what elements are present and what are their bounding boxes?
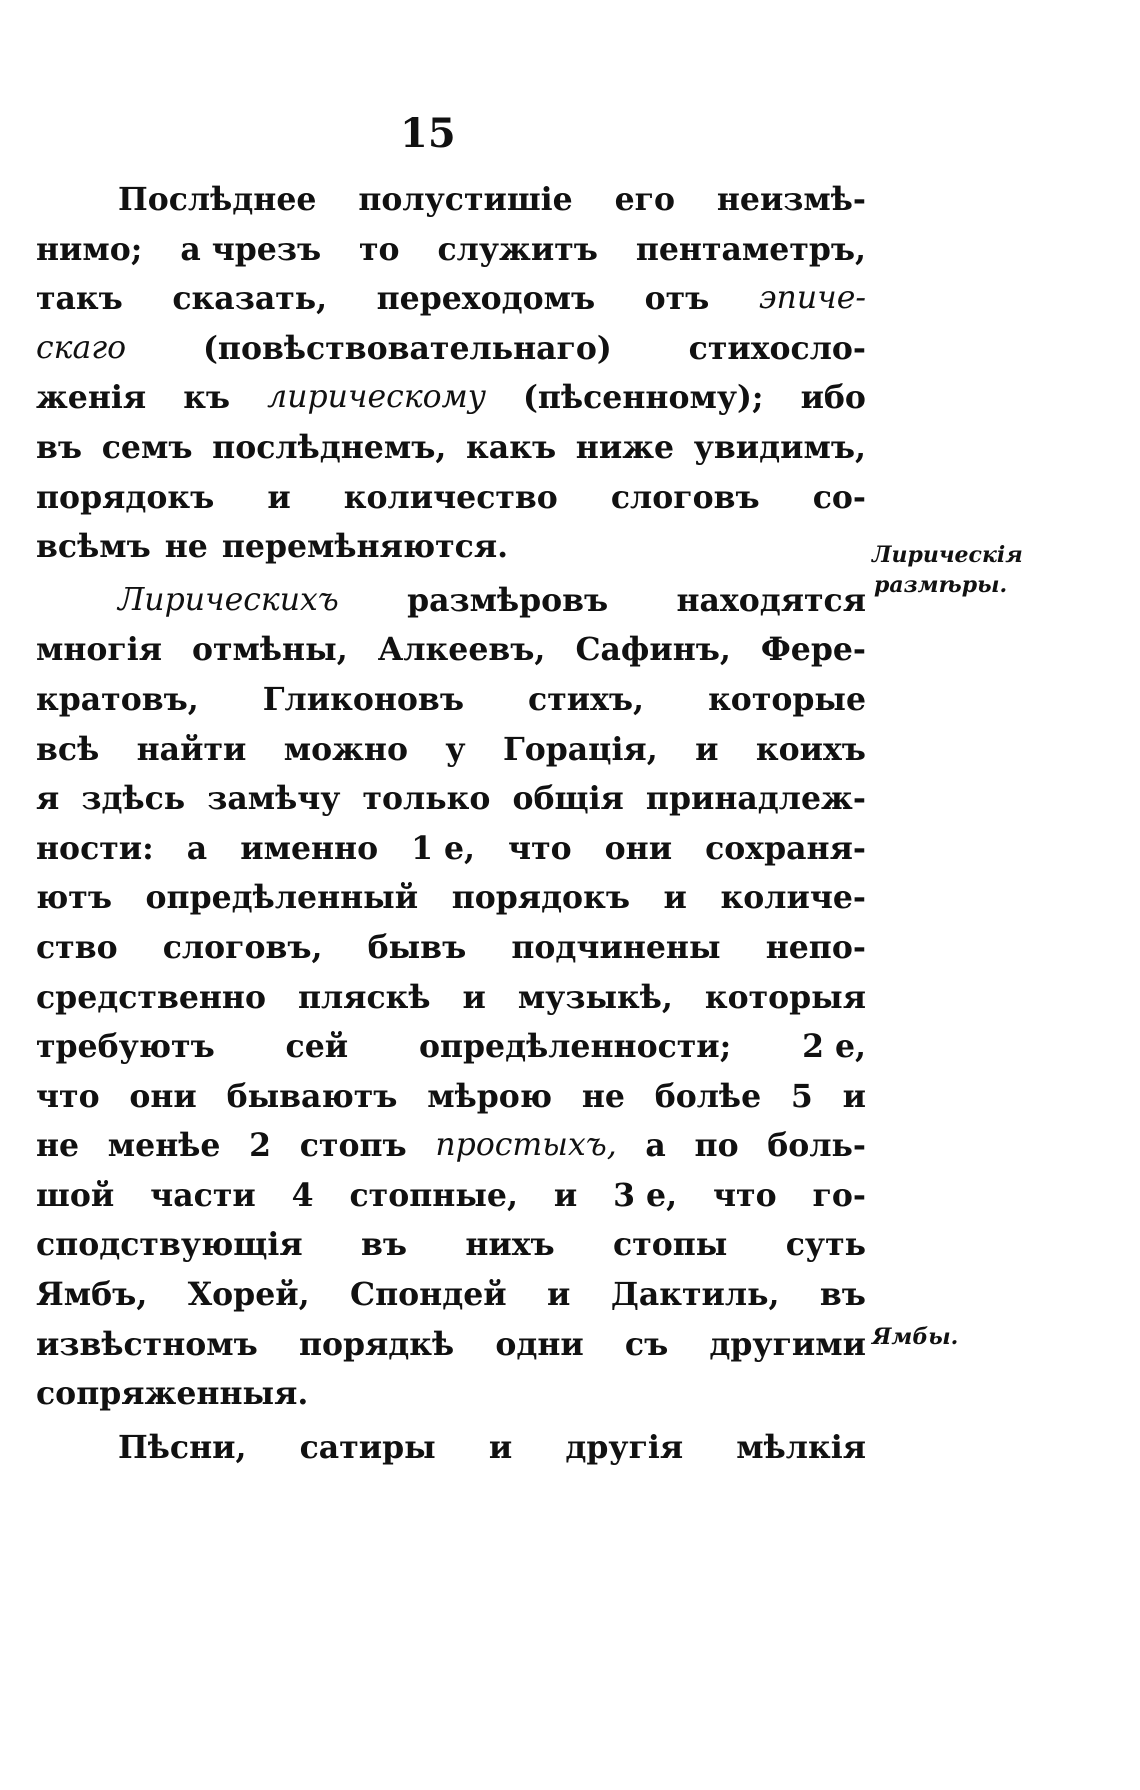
word: служитъ: [437, 230, 598, 268]
word: и: [663, 879, 687, 917]
word: всѣмъ: [36, 528, 151, 566]
word: всѣ: [36, 730, 100, 768]
word: опредѣленный: [145, 879, 419, 917]
word: послѣднемъ,: [212, 428, 447, 466]
word: Фере-: [760, 631, 866, 669]
word: не: [36, 1127, 80, 1165]
word: 5: [790, 1077, 813, 1115]
word: Алкеевъ,: [377, 631, 546, 669]
word: увидимъ,: [693, 428, 866, 466]
word: пентаметръ,: [635, 230, 866, 268]
text-line: [36, 675, 866, 725]
text-line: [36, 1423, 866, 1473]
word: замѣчу: [207, 780, 341, 818]
word: полустишіе: [358, 181, 573, 218]
word: слоговъ: [610, 478, 760, 516]
text-line: [36, 625, 866, 675]
word: и: [462, 978, 486, 1016]
word: размѣровъ: [407, 581, 609, 619]
text-line: [36, 1072, 866, 1122]
word: въ: [360, 1226, 408, 1264]
word: принадлеж-: [645, 780, 866, 818]
word: требуютъ: [36, 1028, 215, 1066]
word: скаго: [36, 329, 127, 366]
text-line: [36, 1121, 866, 1171]
word: сатиры: [299, 1428, 436, 1466]
word: пляскѣ: [297, 978, 431, 1016]
word: Спондей: [350, 1276, 507, 1314]
word: общія: [512, 780, 624, 818]
word: количе-: [720, 879, 866, 917]
text-line: [36, 324, 866, 374]
word: въ: [36, 428, 83, 466]
word: отмѣны,: [192, 631, 348, 669]
word: сохраня-: [705, 829, 866, 867]
word: а чрезъ: [180, 230, 322, 268]
page-number: 15: [400, 110, 456, 157]
word: Ямбъ,: [36, 1276, 148, 1314]
text-line: [36, 373, 866, 423]
word: неизмѣ-: [716, 181, 866, 218]
word: именно: [240, 829, 379, 867]
text-line: [36, 423, 866, 473]
word: музыкѣ,: [517, 978, 673, 1016]
word: другія: [565, 1428, 684, 1466]
text-line: [36, 522, 866, 572]
word: извѣстномъ: [36, 1325, 258, 1363]
word: и: [267, 478, 291, 516]
word: другими: [709, 1325, 866, 1363]
text-line: [36, 576, 866, 626]
word: порядокъ: [36, 478, 215, 516]
word: 3 е,: [613, 1176, 678, 1214]
word: его: [614, 181, 675, 218]
word: мѣлкія: [736, 1428, 866, 1466]
word: не: [164, 528, 208, 566]
text-line: [36, 1320, 866, 1370]
text-line: [36, 824, 866, 874]
word: и: [695, 730, 719, 768]
word: бываютъ: [226, 1077, 398, 1115]
word: Пѣсни,: [118, 1428, 247, 1466]
word: а: [645, 1127, 666, 1165]
word: менѣе: [107, 1127, 221, 1165]
word: Дактиль,: [610, 1276, 780, 1314]
word: такъ: [36, 280, 123, 318]
word: въ: [819, 1276, 866, 1314]
word: простыхъ,: [435, 1127, 617, 1164]
text-line: [36, 725, 866, 775]
text-line: [36, 1171, 866, 1221]
word: что: [36, 1077, 100, 1115]
word: стихъ,: [528, 680, 645, 718]
word: ниже: [575, 428, 675, 466]
text-line: [36, 1220, 866, 1270]
text-line: [36, 1270, 866, 1320]
text-line: [36, 473, 866, 523]
word: лирическому: [267, 379, 486, 416]
word: нимо;: [36, 230, 143, 268]
word: сопряженныя.: [36, 1375, 309, 1413]
paragraph: [36, 1423, 866, 1473]
word: 2: [249, 1127, 272, 1165]
word: мѣрою: [427, 1077, 553, 1115]
word: только: [362, 780, 491, 818]
word: стопы: [613, 1226, 728, 1264]
word: опредѣленности;: [418, 1028, 732, 1066]
word: суть: [785, 1226, 866, 1264]
word: слоговъ,: [162, 928, 323, 966]
word: ности:: [36, 829, 154, 867]
word: ибо: [800, 379, 866, 417]
word: что: [508, 829, 572, 867]
word: со-: [812, 478, 866, 516]
word: они: [604, 829, 673, 867]
word: ютъ: [36, 879, 112, 917]
word: (повѣствовательнаго): [203, 329, 612, 367]
word: Послѣднее: [118, 181, 317, 218]
word: стопные,: [349, 1176, 518, 1214]
word: боль-: [767, 1127, 866, 1165]
word: кратовъ,: [36, 680, 199, 718]
text-line: [36, 873, 866, 923]
word: Лирическихъ: [118, 581, 339, 618]
text-line: [36, 225, 866, 275]
word: стихосло-: [688, 329, 866, 367]
word: переходомъ: [376, 280, 596, 318]
word: я: [36, 780, 60, 818]
word: бывъ: [367, 928, 467, 966]
word: отъ: [644, 280, 710, 318]
word: съ: [624, 1325, 669, 1363]
word: (пѣсенному);: [523, 379, 764, 417]
margin-note-line: размѣры.: [874, 572, 1008, 598]
margin-note-line: Лирическія: [872, 542, 1023, 568]
word: сказать,: [172, 280, 328, 318]
word: то: [359, 230, 400, 268]
word: здѣсь: [81, 780, 186, 818]
word: находятся: [676, 581, 866, 619]
word: а: [186, 829, 208, 867]
word: семъ: [101, 428, 193, 466]
word: части: [150, 1176, 256, 1214]
word: 2 е,: [802, 1028, 866, 1066]
paragraph: [36, 576, 866, 1419]
word: 4: [291, 1176, 314, 1214]
word: къ: [183, 379, 231, 417]
word: нихъ: [465, 1226, 555, 1264]
word: средственно: [36, 978, 266, 1016]
word: количество: [343, 478, 558, 516]
word: болѣе: [654, 1077, 762, 1115]
word: сподствующія: [36, 1226, 303, 1264]
word: можно: [283, 730, 408, 768]
word: которыя: [704, 978, 866, 1016]
word: у: [445, 730, 466, 768]
word: сей: [285, 1028, 349, 1066]
word: многія: [36, 631, 162, 669]
word: подчинены: [511, 928, 721, 966]
text-line: [36, 274, 866, 324]
word: одни: [495, 1325, 584, 1363]
word: шой: [36, 1176, 115, 1214]
text-line: [36, 923, 866, 973]
word: и: [488, 1428, 513, 1466]
word: Гликоновъ: [262, 680, 464, 718]
word: коихъ: [755, 730, 866, 768]
margin-note-line: Ямбы.: [872, 1324, 959, 1350]
word: которые: [708, 680, 866, 718]
word: Хорей,: [187, 1276, 310, 1314]
text-body: [36, 175, 866, 1472]
text-line: [36, 1022, 866, 1072]
word: эпиче-: [758, 280, 866, 317]
word: по: [694, 1127, 739, 1165]
word: и: [553, 1176, 578, 1214]
word: стопъ: [299, 1127, 407, 1165]
word: 1 е,: [411, 829, 476, 867]
word: и: [842, 1077, 866, 1115]
word: ство: [36, 928, 118, 966]
text-line: [36, 1369, 866, 1419]
text-line: [36, 774, 866, 824]
word: порядокъ: [451, 879, 630, 917]
word: женія: [36, 379, 147, 417]
word: и: [547, 1276, 571, 1314]
text-line: [36, 973, 866, 1023]
word: найти: [136, 730, 247, 768]
margin-note-lyric-meters: [872, 540, 1023, 600]
word: перемѣняются.: [221, 528, 509, 566]
word: Горація,: [502, 730, 658, 768]
word: порядкѣ: [298, 1325, 455, 1363]
margin-note-iambs: [872, 1322, 958, 1352]
word: они: [129, 1077, 197, 1115]
word: го-: [812, 1176, 866, 1214]
paragraph: [36, 175, 866, 572]
text-line: [36, 175, 866, 225]
word: какъ: [466, 428, 557, 466]
word: непо-: [765, 928, 866, 966]
word: Сафинъ,: [575, 631, 731, 669]
word: что: [713, 1176, 777, 1214]
word: не: [581, 1077, 625, 1115]
